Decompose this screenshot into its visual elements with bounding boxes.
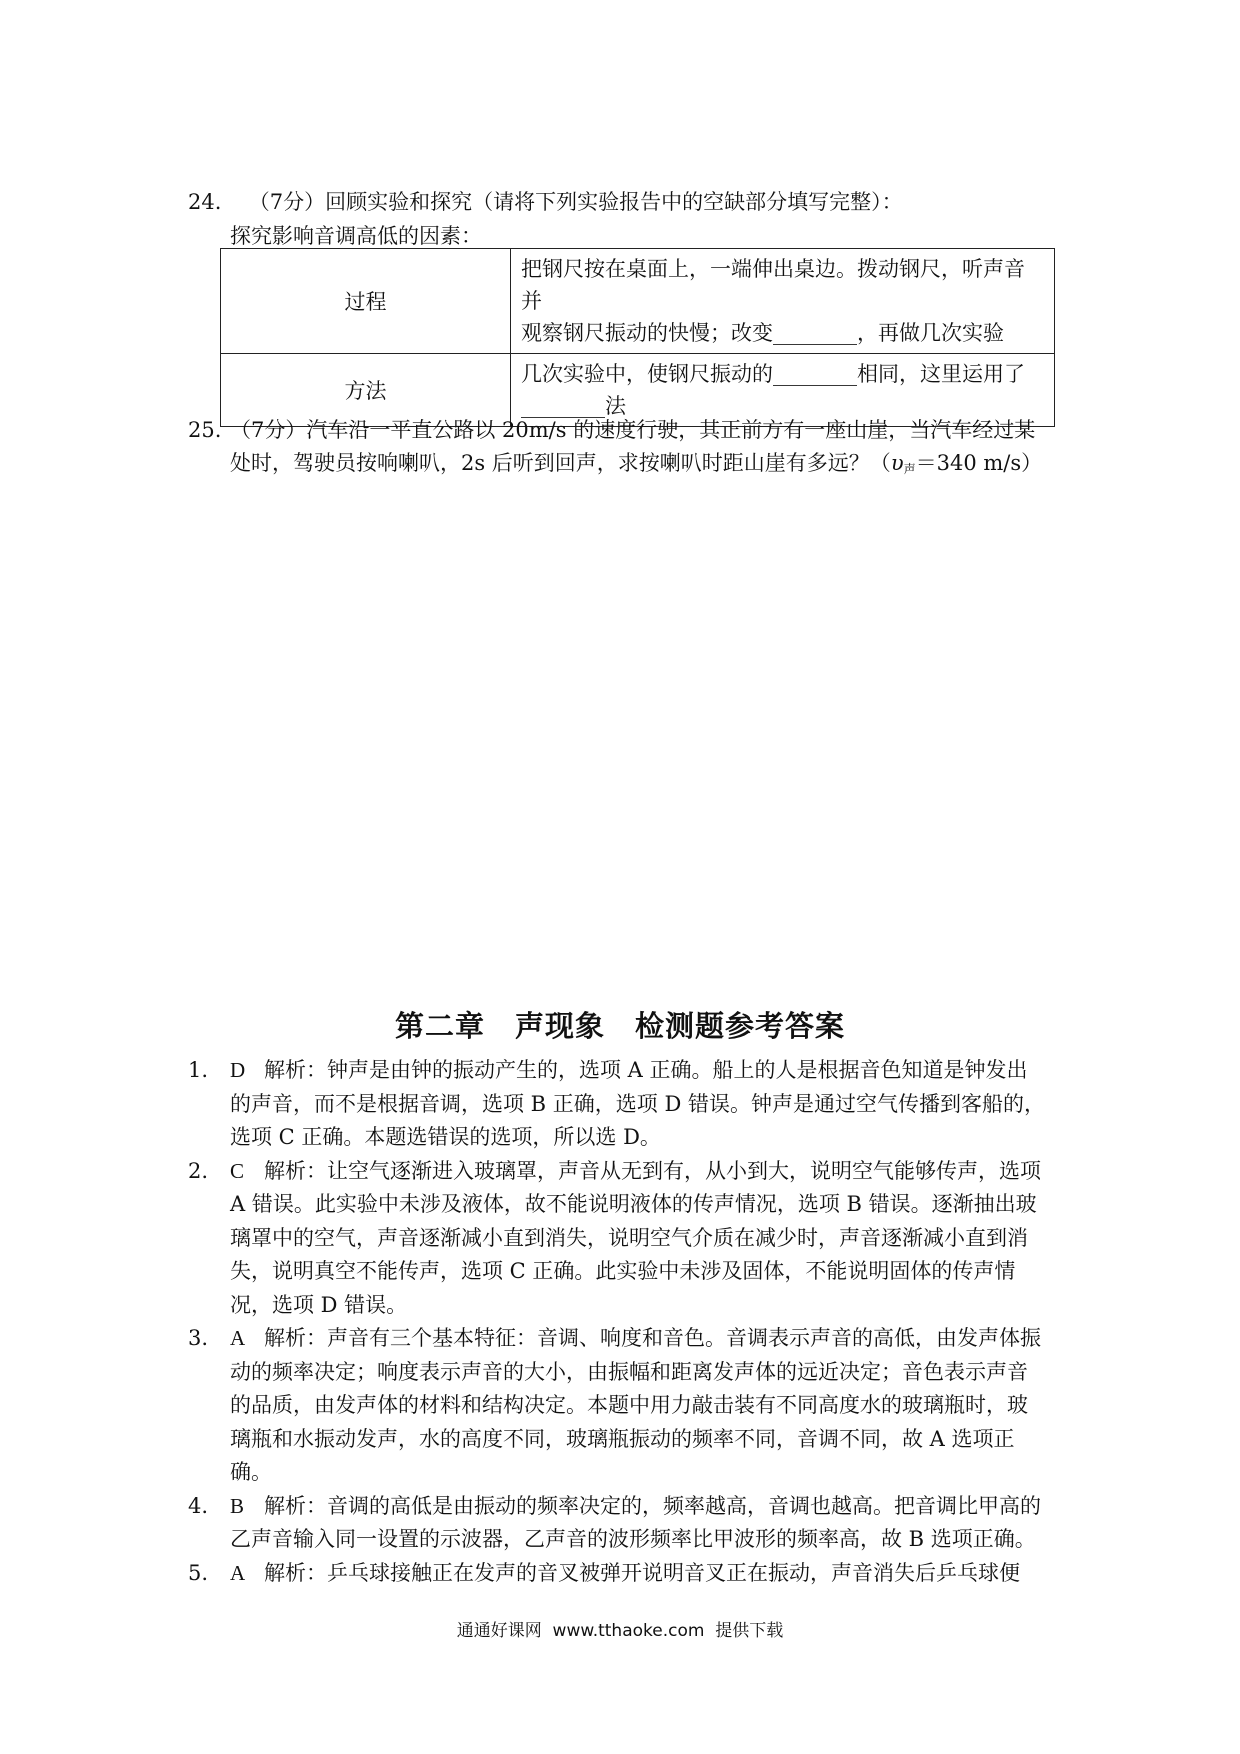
q24-prompt: （7分）回顾实验和探究（请将下列实验报告中的空缺部分填写完整）： <box>248 190 903 214</box>
row-label-process: 过程 <box>221 249 511 354</box>
answer-letter: B <box>230 1493 245 1518</box>
q25-number: 25. <box>188 418 222 442</box>
footer-source: 通通好课网 www.tthaoke.com 提供下载 <box>456 1621 784 1641</box>
answer-list <box>188 1054 1048 1590</box>
list-item <box>188 1054 1048 1155</box>
table-row <box>221 249 1055 354</box>
q24-subtitle: 探究影响音调高低的因素： <box>230 224 482 248</box>
list-item <box>188 1155 1048 1323</box>
answer-number: 2. <box>188 1158 209 1183</box>
section-title: 第二章 声现象 检测题参考答案 <box>394 1009 845 1043</box>
q25-line2-text: 处时，驾驶员按响喇叭，2s 后听到回声，求按喇叭时距山崖有多远？（ <box>230 451 891 475</box>
q24-number: 24. <box>188 190 222 214</box>
answer-number: 1. <box>188 1058 209 1082</box>
row-content-process <box>511 249 1055 354</box>
process-text-line2: 观察钢尺振动的快慢；改变________，再做几次实验 <box>521 321 1004 345</box>
q25-line2-value: ＝340 m/s） <box>915 451 1043 475</box>
answer-number: 5. <box>188 1560 209 1585</box>
answer-number: 4. <box>188 1493 209 1518</box>
answer-number: 3. <box>188 1326 209 1350</box>
process-text-line1: 把钢尺按在桌面上，一端伸出桌边。拨动钢尺，听声音并 <box>521 257 1025 313</box>
q25-line2 <box>230 447 1048 486</box>
answer-letter: A <box>230 1326 246 1350</box>
q25-line1: （7分）汽车沿一平直公路以 20m/s 的速度行驶，其正前方有一座山崖，当汽车经过某 <box>230 418 1036 442</box>
list-item <box>188 1557 1048 1591</box>
list-item <box>188 1490 1048 1557</box>
row-label-method: 方法 <box>221 354 511 427</box>
velocity-subscript: 声 <box>903 462 916 476</box>
experiment-report-table <box>220 248 1055 427</box>
velocity-symbol: υ <box>890 451 904 475</box>
answer-text: 解析：声音有三个基本特征：音调、响度和音色。音调表示声音的高低，由发声体振动的频率决定；响度表示声音的大小，由振幅和距离发声体的远近决定；音色表示声音的品质，由发声体的材料和结构决定。本题中用力敲击装有不同高度水的玻璃瓶时，玻璃瓶和水振动发声，水的高度不同，玻璃瓶振动的频率不同，音调不同，故 A 选项正确。 <box>230 1326 1041 1484</box>
answer-letter: D <box>230 1058 246 1082</box>
answer-text: 解析：音调的高低是由振动的频率决定的，频率越高，音调也越高。把音调比甲高的乙声音输入同一设置的示波器，乙声音的波形频率比甲波形的频率高，故 B 选项正确。 <box>230 1493 1041 1551</box>
answer-text: 解析：钟声是由钟的振动产生的，选项 A 正确。船上的人是根据音色知道是钟发出的声音，而不是根据音调，选项 B 正确，选项 D 错误。钟声是通过空气传播到客船的，选项 C 正确。本题选错误的选项，所以选 D。 <box>230 1058 1045 1149</box>
method-text-line1: 几次实验中，使钢尺振动的________相同，这里运用了 <box>521 362 1025 386</box>
list-item <box>188 1322 1048 1490</box>
q24-prompt-line <box>188 186 903 216</box>
method-text-line2: ________法 <box>521 394 626 418</box>
answer-letter: C <box>230 1158 245 1183</box>
question-25 <box>188 414 1048 486</box>
answer-letter: A <box>230 1560 246 1585</box>
answer-text: 解析：乒乓球接触正在发声的音叉被弹开说明音叉正在振动，声音消失后乒乓球便 <box>264 1560 1020 1585</box>
answer-text: 解析：让空气逐渐进入玻璃罩，声音从无到有，从小到大，说明空气能够传声，选项 A 错误。此实验中未涉及液体，故不能说明液体的传声情况，选项 B 错误。逐渐抽出玻璃罩中的空气，声音逐渐减小直到消失，说明空气介质在减少时，声音逐渐减小直到消失，说明真空不能传声，选项 C 正确。此实验中未涉及固体，不能说明固体的传声情况，选项 D 错误。 <box>230 1158 1041 1317</box>
